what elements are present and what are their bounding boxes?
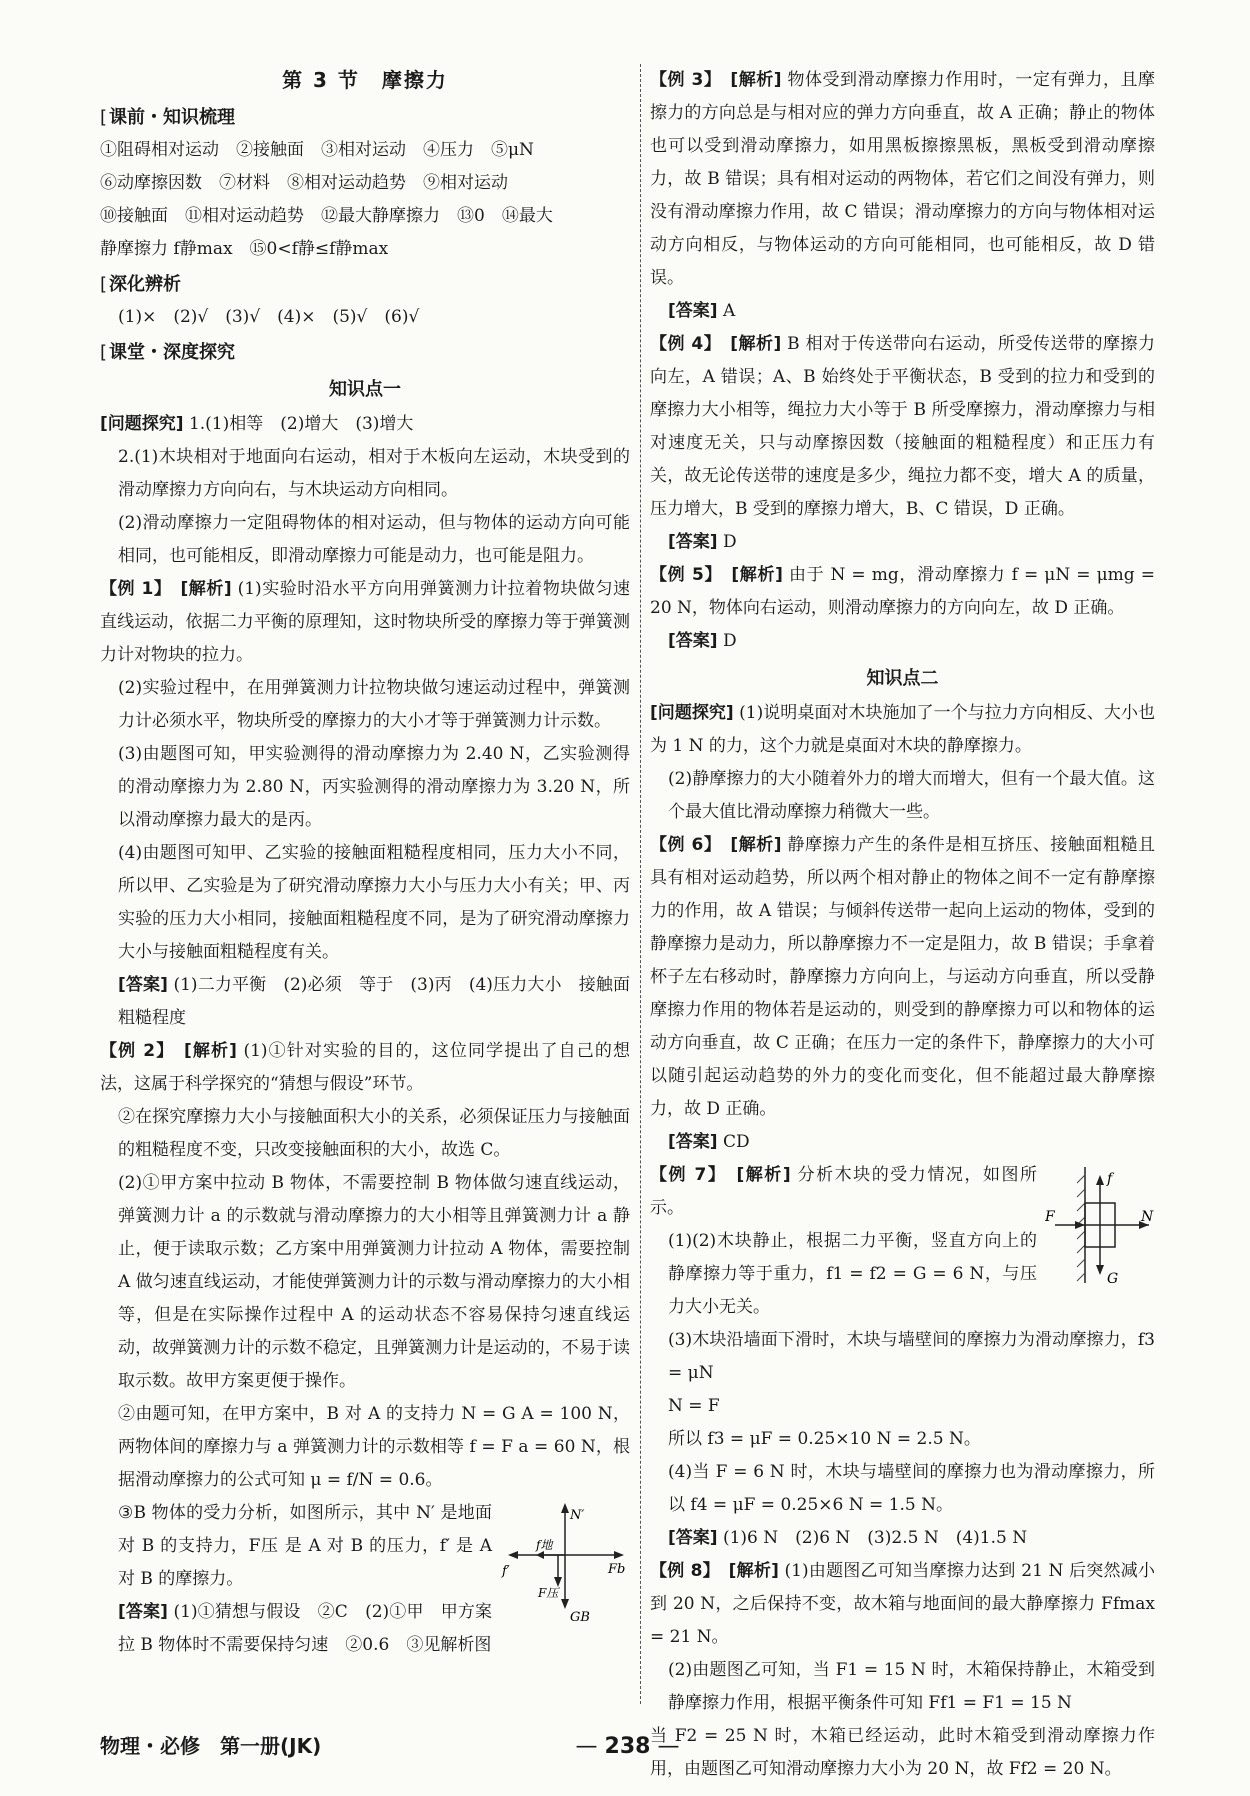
example-text: 分析木块的受力情况，如图所示。 [650, 1165, 1038, 1218]
label-n-prime: N′ [570, 1508, 585, 1523]
label-F: F [1045, 1209, 1055, 1225]
question-answer: (1)说明桌面对木块施加了一个与拉力方向相反、大小也为 1 N 的力，这个力就是桌面对木块的静摩擦力。 [650, 703, 1155, 756]
answer-tag: [答案] [668, 532, 718, 552]
example-7-answer [650, 1522, 1155, 1555]
answer-tag: [答案] [118, 1602, 168, 1622]
answer-tag: [答案] [668, 1528, 718, 1548]
example-8-c: 当 F2 = 25 N 时，木箱已经运动，此时木箱受到滑动摩擦力作用，由题图乙可知滑动摩擦力大小为 20 N，故 Ff2 = 20 N。 [650, 1726, 1155, 1779]
review-line: ⑩接触面 ⑪相对运动趋势 ⑫最大静摩擦力 ⑬0 ⑭最大 [100, 206, 553, 226]
example-4 [650, 328, 1155, 526]
judge-answers: (1)× (2)√ (3)√ (4)× (5)√ (6)√ [118, 307, 420, 327]
question-answer-2a: 2.(1)木块相对于地面向右运动，相对于木板向左运动，木块受到的滑动摩擦力方向向右，与木块运动方向相同。 [118, 447, 630, 500]
example-7-f: (4)当 F = 6 N 时，木块与墙壁间的摩擦力也为滑动摩擦力，所以 f4 = μF = 0.25×6 N = 1.5 N。 [668, 1462, 1155, 1515]
question-answer: 1.(1)相等 (2)增大 (3)增大 [188, 414, 414, 434]
heading-preview: [ 课前・知识梳理 [100, 101, 630, 134]
example-8 [650, 1555, 1155, 1654]
answer-tag: [答案] [118, 975, 168, 995]
answer-text: (1)二力平衡 (2)必须 等于 (3)丙 (4)压力大小 接触面粗糙程度 [118, 975, 630, 1028]
example-tag: 【例 4】 [解析] [650, 334, 782, 354]
answer-text: CD [722, 1132, 750, 1152]
question-explore-2 [650, 697, 1155, 763]
example-3 [650, 64, 1155, 295]
example-tag: 【例 3】 [解析] [650, 70, 782, 90]
example-text: (1)①针对实验的目的，这位同学提出了自己的想法，这属于科学探究的“猜想与假设”环节。 [100, 1041, 630, 1094]
label-fb: Fb [608, 1562, 626, 1577]
section-title: 第 3 节 摩擦力 [282, 68, 448, 92]
example-6 [650, 829, 1155, 1126]
question-answer-2: (2)静摩擦力的大小随着外力的增大而增大，但有一个最大值。这个最大值比滑动摩擦力稍微大一些。 [668, 769, 1155, 822]
left-column [100, 64, 630, 1662]
knowledge-point-1: 知识点一 [329, 379, 401, 400]
example-tag: 【例 5】 [解析] [650, 565, 783, 585]
example-2-c: (2)①甲方案中拉动 B 物体，不需要控制 B 物体做匀速直线运动，弹簧测力计 a 的示数就与滑动摩擦力的大小相等且弹簧测力计 a 静止，便于读取示数；乙方案中用弹簧测力计拉动 A 物体，需要控制 A 做匀速直线运动，才能使弹簧测力计的示数与滑动摩擦力的大小相等，但是在实际操作过程中 A 的运动状态不容易保持匀速直线运动，故弹簧测力计的示数不稳定，且弹簧测力计是运动的，不易于读取示数。故甲方案更便于操作。 [118, 1173, 630, 1391]
heading-deepen: [ 深化辨析 [100, 268, 630, 301]
example-tag: 【例 1】 [解析] [100, 579, 232, 599]
example-4-answer [650, 526, 1155, 559]
example-1-c: (3)由题图可知，甲实验测得的滑动摩擦力为 2.40 N，乙实验测得的滑动摩擦力为 2.80 N，丙实验测得的滑动摩擦力为 3.20 N，所以滑动摩擦力最大的是丙。 [118, 744, 630, 830]
example-text: 静摩擦力产生的条件是相互挤压、接触面粗糙且具有相对运动趋势，所以两个相对静止的物体之间不一定有静摩擦力的作用，故 A 错误；与倾斜传送带一起向上运动的物体，受到的静摩擦力是动力，所以静摩擦力不一定是阻力，故 B 错误；手拿着杯子左右移动时，静摩擦力方向向上，与运动方向垂直，所以受静摩擦力作用的物体若是运动的，则受到的静摩擦力可以和物体的运动方向垂直，故 C 正确；在压力一定的条件下，静摩擦力的大小可以随引起运动趋势的外力的变化而变化，但不能超过最大静摩擦力，故 D 正确。 [650, 835, 1155, 1119]
example-7-b: (1)(2)木块静止，根据二力平衡，竖直方向上的静摩擦力等于重力，f1 = f2 = G = 6 N，与压力大小无关。 [668, 1231, 1037, 1317]
example-text: 由于 N = mg，滑动摩擦力 f = μN = μmg = 20 N，物体向右运动，则滑动摩擦力的方向向左，故 D 正确。 [650, 565, 1155, 618]
label-f-ground: f地 [536, 1538, 553, 1552]
example-5-answer [650, 625, 1155, 658]
label-f: f [1107, 1171, 1113, 1187]
answer-text: A [722, 301, 736, 321]
label-G: G [1107, 1271, 1119, 1287]
question-explore-1 [100, 408, 630, 441]
answer-text: D [722, 532, 737, 552]
example-tag: 【例 2】 [解析] [100, 1041, 237, 1061]
review-line: ⑥动摩擦因数 ⑦材料 ⑧相对运动趋势 ⑨相对运动 [100, 173, 508, 193]
example-tag: 【例 7】 [解析] [650, 1165, 791, 1185]
label-gb: GB [570, 1610, 590, 1625]
question-tag: [问题探究] [100, 414, 184, 434]
example-1-b: (2)实验过程中，在用弹簧测力计拉物块做匀速运动过程中，弹簧测力计必须水平，物块所受的摩擦力的大小才等于弹簧测力计示数。 [118, 678, 630, 731]
force-diagram-wall [1045, 1163, 1155, 1288]
question-tag: [问题探究] [650, 703, 734, 723]
example-7-e: 所以 f3 = μF = 0.25×10 N = 2.5 N。 [668, 1429, 981, 1449]
example-8-b: (2)由题图乙可知，当 F1 = 15 N 时，木箱保持静止，木箱受到静摩擦力作用，根据平衡条件可知 Ff1 = F1 = 15 N [668, 1660, 1155, 1713]
example-text: (1)由题图乙可知当摩擦力达到 21 N 后突然减小到 20 N，之后保持不变，故木箱与地面间的最大静摩擦力 Ffmax = 21 N。 [650, 1561, 1155, 1647]
example-7-d: N = F [668, 1396, 720, 1416]
answer-tag: [答案] [668, 631, 718, 651]
label-N: N [1141, 1209, 1154, 1225]
example-text: (1)实验时沿水平方向用弹簧测力计拉着物块做匀速直线运动，依据二力平衡的原理知，这时物块所受的摩擦力等于弹簧测力计对物块的拉力。 [100, 579, 630, 665]
example-2 [100, 1035, 630, 1101]
example-1 [100, 573, 630, 672]
example-1-answer [100, 969, 630, 1035]
example-2-d: ②由题可知，在甲方案中，B 对 A 的支持力 N = G A = 100 N，两物体间的摩擦力与 a 弹簧测力计的示数相等 f = F a = 60 N，根据滑动摩擦力的公式可知 μ = f/N = 0.6。 [118, 1404, 630, 1490]
column-divider [640, 64, 641, 1704]
answer-text: (1)①猜想与假设 ②C (2)①甲 甲方案拉 B 物体时不需要保持匀速 ②0.6 ③见解析图 [118, 1602, 492, 1655]
knowledge-point-2: 知识点二 [866, 668, 939, 689]
answer-tag: [答案] [668, 1132, 718, 1152]
label-f-prime: f′ [502, 1564, 510, 1579]
example-2-b: ②在探究摩擦力大小与接触面积大小的关系，必须保证压力与接触面的粗糙程度不变，只改变接触面积的大小，故选 C。 [118, 1107, 630, 1160]
answer-tag: [答案] [668, 301, 718, 321]
page-footer [100, 1730, 1155, 1770]
example-6-answer [650, 1126, 1155, 1159]
example-tag: 【例 8】 [解析] [650, 1561, 779, 1581]
review-answers [100, 134, 630, 266]
label-f-press: F压 [538, 1586, 559, 1600]
example-text: 物体受到滑动摩擦力作用时，一定有弹力，且摩擦力的方向总是与相对应的弹力方向垂直，故 A 正确；静止的物体也可以受到滑动摩擦力，如用黑板擦擦黑板，黑板受到滑动摩擦力，故 B 错误；具有相对运动的两物体，若它们之间没有弹力，则没有滑动摩擦力作用，故 C 错误；滑动摩擦力的方向与物体相对运动方向相反，与物体运动的方向可能相同，也可能相反，故 D 错误。 [650, 70, 1155, 288]
example-7-c: (3)木块沿墙面下滑时，木块与墙壁间的摩擦力为滑动摩擦力，f3 = μN [668, 1330, 1155, 1383]
force-diagram-b [500, 1497, 630, 1625]
example-1-d: (4)由题图可知甲、乙实验的接触面粗糙程度相同，压力大小不同，所以甲、乙实验是为了研究滑动摩擦力大小与压力大小有关；甲、丙实验的压力大小相同，接触面粗糙程度不同，是为了研究滑动摩擦力大小与接触面粗糙程度有关。 [118, 843, 630, 962]
footer-subject: 物理・必修 第一册(JK) [100, 1734, 322, 1758]
answer-text: D [722, 631, 737, 651]
example-text: B 相对于传送带向右运动，所受传送带的摩擦力向左，A 错误；A、B 始终处于平衡状态，B 受到的拉力和受到的摩擦力大小相等，绳拉力大小等于 B 所受摩擦力，滑动摩擦力与相对速度无关，只与动摩擦因数（接触面的粗糙程度）和正压力有关，故无论传送带的速度是多少，绳拉力都不变，增大 A 的质量，压力增大，B 受到的摩擦力增大，B、C 错误，D 正确。 [650, 334, 1155, 519]
review-line: 静摩擦力 f静max ⑮0<f静≤f静max [100, 239, 389, 259]
answer-text: (1)6 N (2)6 N (3)2.5 N (4)1.5 N [722, 1528, 1028, 1548]
heading-classroom: [ 课堂・深度探究 [100, 336, 630, 369]
right-column [650, 64, 1155, 1786]
example-2-e: ③B 物体的受力分析，如图所示，其中 N′ 是地面对 B 的支持力，F压 是 A 对 B 的压力，f′ 是 A 对 B 的摩擦力。 [118, 1503, 492, 1589]
example-tag: 【例 6】 [解析] [650, 835, 782, 855]
page-number: — 238 — [100, 1730, 1155, 1763]
question-answer-2b: (2)滑动摩擦力一定阻碍物体的相对运动，但与物体的运动方向可能相同，也可能相反，即滑动摩擦力可能是动力，也可能是阻力。 [118, 513, 630, 566]
example-3-answer [650, 295, 1155, 328]
example-5 [650, 559, 1155, 625]
review-line: ①阻碍相对运动 ②接触面 ③相对运动 ④压力 ⑤μN [100, 140, 534, 160]
